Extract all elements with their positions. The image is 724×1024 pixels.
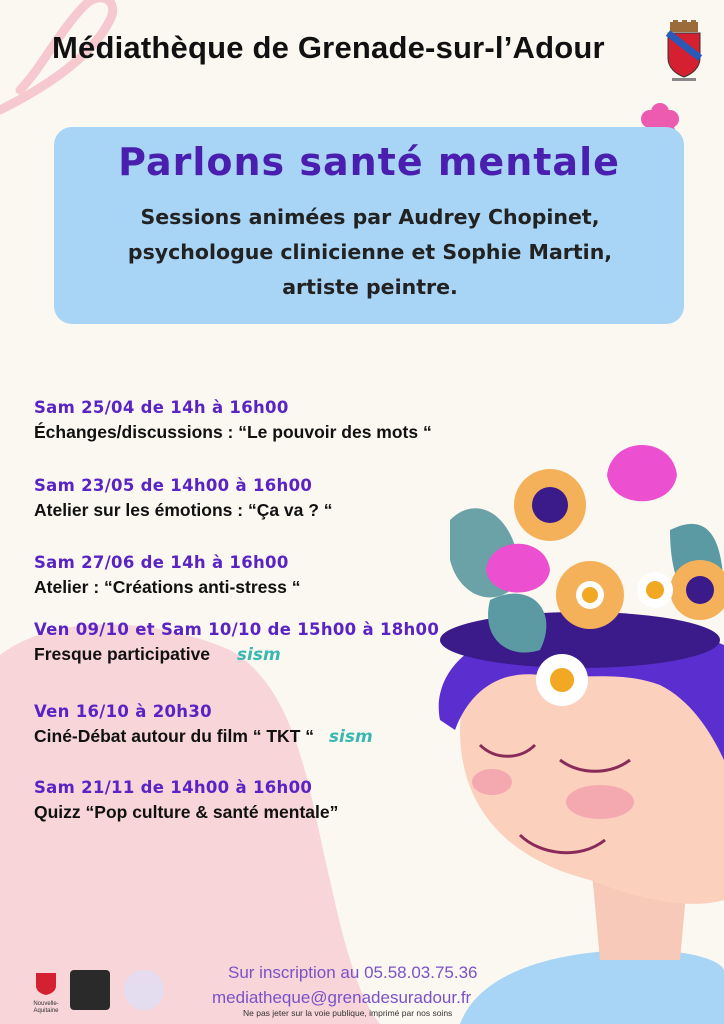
daisy <box>536 654 588 706</box>
event-title-text: Ciné-Débat autour du film “ TKT “ <box>34 726 314 746</box>
sism-logo: sism <box>236 645 281 665</box>
intro-subtitle-line: Sessions animées par Audrey Chopinet, <box>140 205 600 229</box>
event-title-text: Fresque participative <box>34 644 211 664</box>
event-title: Atelier : “Créations anti-stress “ <box>34 577 301 597</box>
event-title: Atelier sur les émotions : “Ça va ? “ <box>34 500 333 520</box>
partner-logo-circle <box>124 970 164 1010</box>
event-title: Échanges/discussions : “Le pouvoir des mots “ <box>34 422 432 442</box>
event-item <box>34 398 432 443</box>
intro-title: Parlons santé mentale <box>118 140 620 184</box>
flower-orange <box>556 561 624 629</box>
event-item <box>34 778 338 823</box>
footer-inscription: Sur inscription au 05.58.03.75.36 <box>228 963 478 982</box>
event-title: Quizz “Pop culture & santé mentale” <box>34 802 339 822</box>
tulip-pink <box>607 445 677 501</box>
footer-email[interactable]: mediatheque@grenadesuradour.fr <box>212 988 472 1007</box>
intro-subtitle-line: psychologue clinicienne et Sophie Martin, <box>127 240 613 264</box>
partner-logo-dark <box>70 970 110 1010</box>
page-title: Médiathèque de Grenade-sur-l’Adour <box>52 30 605 65</box>
event-date: Sam 27/06 de 14h à 16h00 <box>34 553 289 572</box>
event-item <box>34 702 373 747</box>
region-logo-text: Nouvelle-Aquitaine <box>33 1001 59 1014</box>
daisy <box>637 572 673 608</box>
intro-subtitle-line: artiste peintre. <box>282 275 458 299</box>
event-title <box>34 726 373 747</box>
event-date: Sam 21/11 de 14h00 à 16h00 <box>34 778 313 797</box>
event-title <box>34 644 439 665</box>
event-date: Ven 16/10 à 20h30 <box>34 702 212 721</box>
footer-notice: Ne pas jeter sur la voie publique, imprimé par nos soins <box>243 1008 453 1018</box>
town-crest-icon <box>664 20 704 82</box>
cheek <box>472 769 512 795</box>
region-lion-icon <box>35 972 57 996</box>
event-item <box>34 476 333 521</box>
flower-orange <box>514 469 586 541</box>
event-date: Sam 23/05 de 14h00 à 16h00 <box>34 476 313 495</box>
event-item <box>34 620 439 665</box>
shirt <box>460 950 724 1024</box>
intro-subtitle <box>60 200 680 305</box>
head-flowers-illustration <box>420 430 724 1024</box>
event-item <box>34 553 300 598</box>
cheek <box>566 785 634 819</box>
event-date: Ven 09/10 et Sam 10/10 de 15h00 à 18h00 <box>34 620 440 639</box>
event-date: Sam 25/04 de 14h à 16h00 <box>34 398 289 417</box>
region-logo <box>28 972 64 1015</box>
sism-logo: sism <box>328 727 373 747</box>
